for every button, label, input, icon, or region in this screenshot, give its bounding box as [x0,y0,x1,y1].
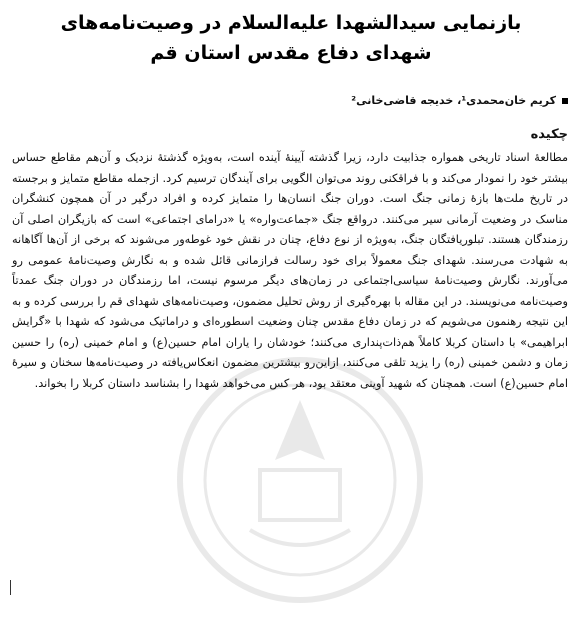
title-line-2: شهدای دفاع مقدس استان قم [150,42,432,64]
author-line [28,94,568,107]
article-title [40,8,542,68]
abstract-body: مطالعهٔ اسناد تاریخی همواره جذابیت دارد، زیرا گذشته آیینهٔ آینده است، به‌ویژه گذشتهٔ نزدیک و آن‌هم مقاطع حساس بیشتر خود را نمودار می‌کند و با فراقکنی روند می‌توان الگویی برای آیندگان ترسیم کرد. ازجمله مقاطع متمایز و برجسته در تاریخ ملت‌ها بازهٔ زمانی جنگ است. دوران جنگ انسان‌ها را متمایز کرده و افراد درگیر در آن همچون کنشگران مناسک در وضعیت آرمانی سیر می‌کنند. درواقع جنگ «جماعت‌واره» یا «درامای اجتماعی» است که بازیگران اصلی آن رزمندگان هستند. تبلوریافتگان جنگ، به‌ویژه از نوع دفاع، چنان در نقش خود غوطه‌ور می‌شوند که برخی از آن‌ها آگاهانه به شهادت می‌رسند. شهدای جنگ معمولاً برای خود رسالت فرازمانی قائل شده و به نگارش وصیت‌نامهٔ عمومی رو می‌آورند. نگارش وصیت‌نامهٔ سیاسی‌اجتماعی در زمان‌های دیگر مرسوم نیست، اما رزمندگان در دوران جنگ عمدتاً وصیت‌نامه می‌نویسند. در این مقاله با بهره‌گیری از روش تحلیل مضمون، وصیت‌نامه‌های شهدای قم را بررسی کرده و به این نتیجه رهنمون می‌شویم که در زمان دفاع مقدس چنان وضعیت اسطوره‌ای و دراماتیک می‌شود که شهدا با «گرایش ابراهیمی» با داستان کربلا کاملاً هم‌ذات‌پنداری می‌کنند؛ خودشان را یاران امام حسین(ع) و امام خمینی (ره) را حسین زمان و دشمن خمینی (ره) را یزید تلقی می‌کنند، ازاین‌رو بیشترین مضمون انعکاس‌یافته در وصیت‌نامه‌ها سخنان و سیرهٔ امام حسین(ع) است. همچنان که شهید آوینی معتقد بود، هر کس می‌خواهد شهدا را بشناسد داستان کربلا را بخواند. [12,151,568,390]
bullet-square-icon [562,98,568,104]
abstract-heading: چکیده [530,127,568,142]
page-margin-line [10,580,11,595]
authors-text: کریم خان‌محمدی¹، خدیجه قاضی‌خانی² [351,94,556,107]
title-line-1: بازنمایی سیدالشهدا علیه‌السلام در وصیت‌نامه‌های [60,12,522,34]
